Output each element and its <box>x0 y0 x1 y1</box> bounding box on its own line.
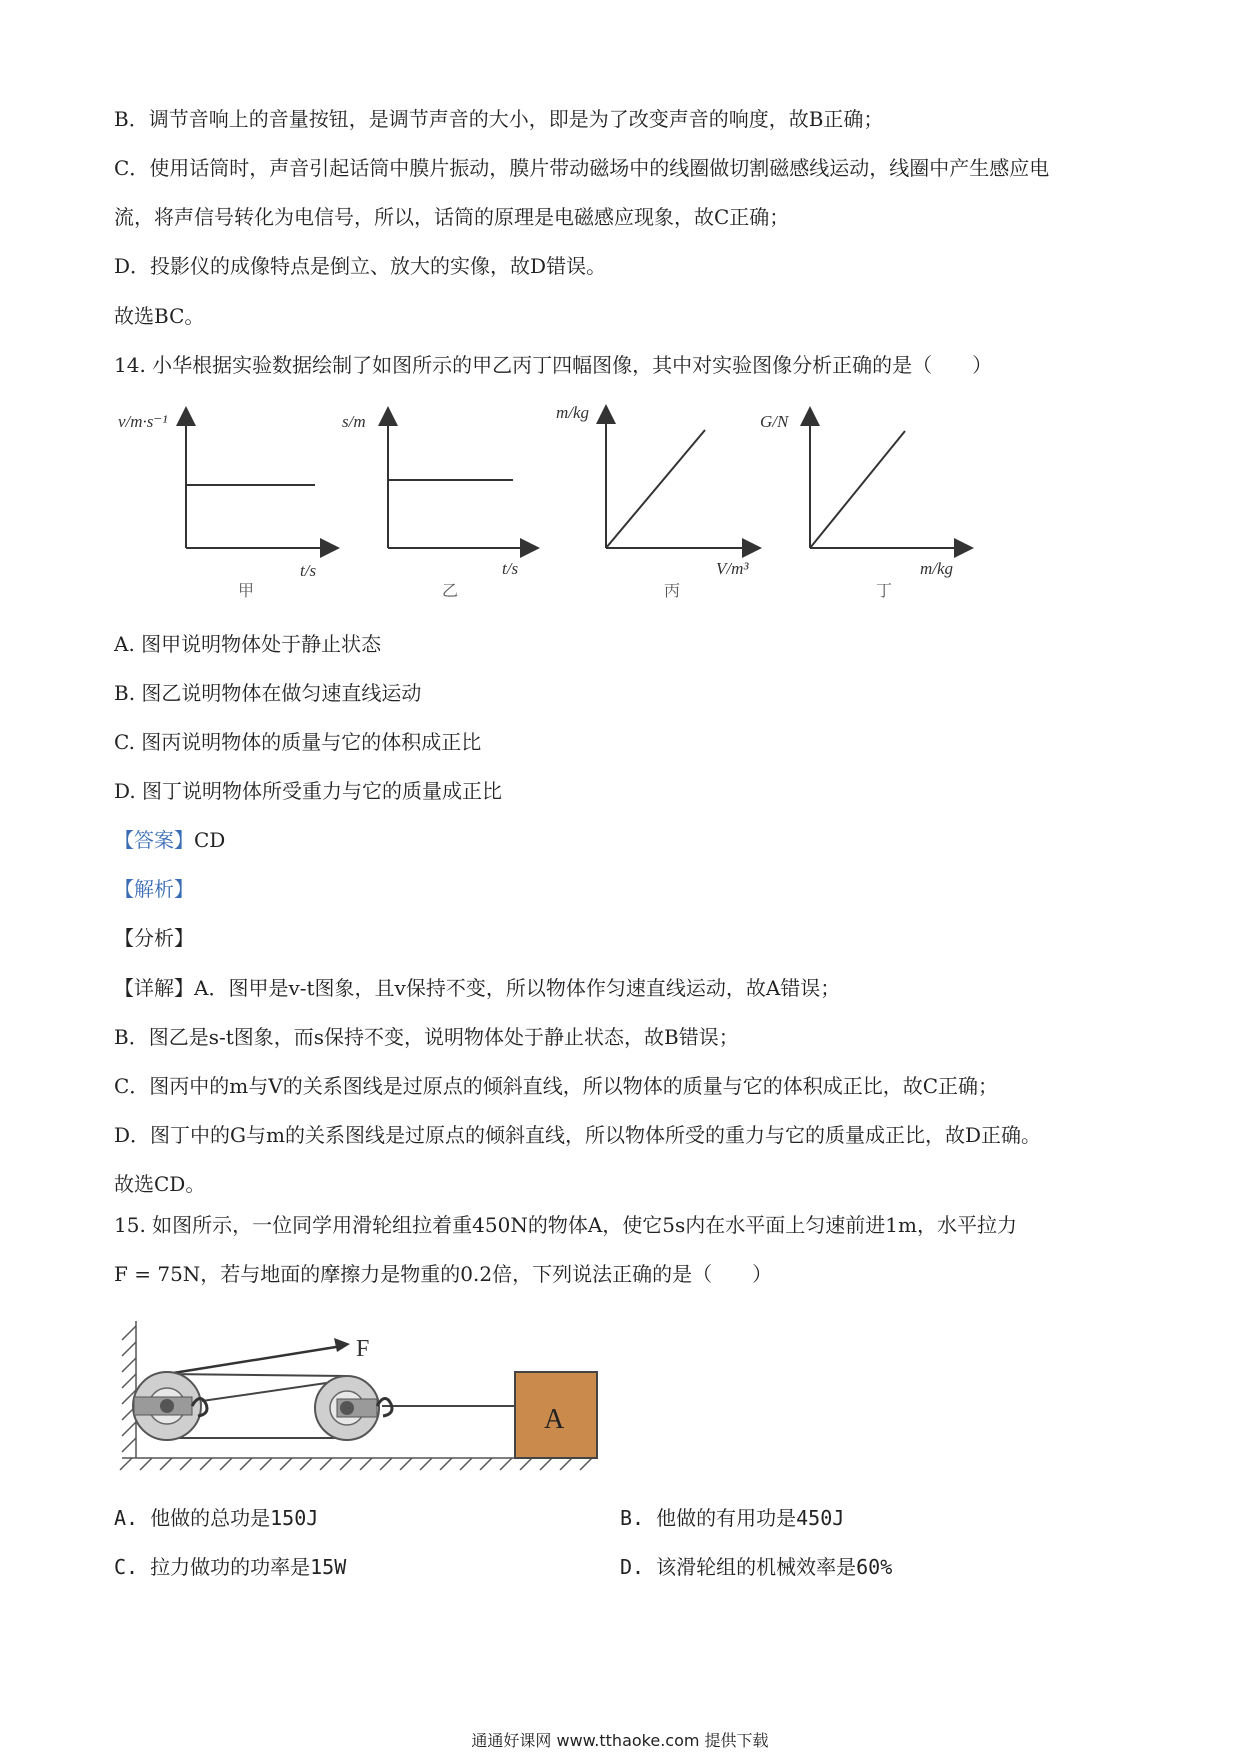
graph-bing-caption: 丙 <box>664 583 681 600</box>
movable-pulley <box>315 1376 392 1440</box>
graph-ding-xlabel: m/kg <box>920 559 954 578</box>
q14-conclusion: 故选CD。 <box>114 1172 206 1196</box>
graph-bing-xlabel: V/m³ <box>716 559 749 578</box>
graph-yi <box>388 410 536 548</box>
graph-bing-ylabel: m/kg <box>556 403 590 422</box>
graph-yi-xlabel: t/s <box>502 559 519 578</box>
force-arrowhead <box>334 1338 350 1352</box>
q14-fenxi-label: 【分析】 <box>114 926 194 950</box>
q15-option-a: A. 他做的总功是150J <box>114 1506 319 1530</box>
q15-option-c: C. 拉力做功的功率是15W <box>114 1555 347 1579</box>
q14-detail-c: C．图丙中的m与V的关系图线是过原点的倾斜直线，所以物体的质量与它的体积成正比，故C正确； <box>114 1074 999 1098</box>
wall <box>122 1321 136 1458</box>
q14-detail-b: B．图乙是s-t图象，而s保持不变，说明物体处于静止状态，故B错误； <box>114 1025 739 1049</box>
graph-jia-xlabel: t/s <box>300 561 317 580</box>
text-line-c1: C．使用话筒时，声音引起话筒中膜片振动，膜片带动磁场中的线圈做切割磁感线运动，线圈中产生感应电 <box>114 156 1050 180</box>
graph-jia-ylabel: v/m·s⁻¹ <box>118 412 168 431</box>
page-footer: 通通好课网 www.tthaoke.com 提供下载 <box>471 1731 769 1750</box>
q14-option-c: C. 图丙说明物体的质量与它的体积成正比 <box>114 730 482 754</box>
graph-ding-caption: 丁 <box>876 583 893 600</box>
q14-option-d: D. 图丁说明物体所受重力与它的质量成正比 <box>114 779 503 803</box>
fixed-pulley <box>133 1372 207 1440</box>
graph-ding <box>810 410 970 548</box>
text-line-c2: 流，将声信号转化为电信号，所以，话筒的原理是电磁感应现象，故C正确； <box>114 205 790 229</box>
question-14-stem: 14. 小华根据实验数据绘制了如图所示的甲乙丙丁四幅图像，其中对实验图像分析正确的是（ ） <box>114 353 993 377</box>
q14-jiexi-label: 【解析】 <box>114 877 194 901</box>
graph-jia <box>186 410 336 548</box>
q14-answer <box>114 825 225 855</box>
block-a-label: A <box>544 1404 565 1435</box>
q14-option-b: B. 图乙说明物体在做匀速直线运动 <box>114 681 422 705</box>
answer-label: 【答案】 <box>114 828 194 852</box>
graph-bing <box>606 408 758 548</box>
graph-yi-ylabel: s/m <box>342 412 366 431</box>
text-conclusion: 故选BC。 <box>114 304 205 328</box>
graph-jia-caption: 甲 <box>238 583 255 600</box>
ground <box>120 1458 597 1470</box>
q15-option-b: B. 他做的有用功是450J <box>620 1506 845 1530</box>
q14-detail-d: D．图丁中的G与m的关系图线是过原点的倾斜直线，所以物体所受的重力与它的质量成正比，故D正确。 <box>114 1123 1042 1147</box>
text-line-d: D．投影仪的成像特点是倒立、放大的实像，故D错误。 <box>114 254 607 278</box>
text-line-b: B．调节音响上的音量按钮，是调节声音的大小，即是为了改变声音的响度，故B正确； <box>114 107 884 131</box>
force-label: F <box>356 1336 370 1362</box>
q14-detail-a: 【详解】A．图甲是v-t图象，且v保持不变，所以物体作匀速直线运动，故A错误； <box>114 976 841 1000</box>
graph-yi-caption: 乙 <box>442 583 459 600</box>
question-15-stem-2: F = 75N，若与地面的摩擦力是物重的0.2倍，下列说法正确的是（ ） <box>114 1262 773 1286</box>
force-arrow <box>167 1346 342 1374</box>
graph-ding-ylabel: G/N <box>760 412 789 431</box>
q14-graphs <box>0 398 1240 628</box>
pulley-figure <box>112 1316 612 1476</box>
question-15-stem-1: 15. 如图所示，一位同学用滑轮组拉着重450N的物体A，使它5s内在水平面上匀速前进1m，水平拉力 <box>114 1213 1017 1237</box>
q14-option-a: A. 图甲说明物体处于静止状态 <box>114 632 382 656</box>
q15-option-d: D. 该滑轮组的机械效率是60% <box>620 1555 893 1579</box>
answer-value: CD <box>194 828 226 852</box>
